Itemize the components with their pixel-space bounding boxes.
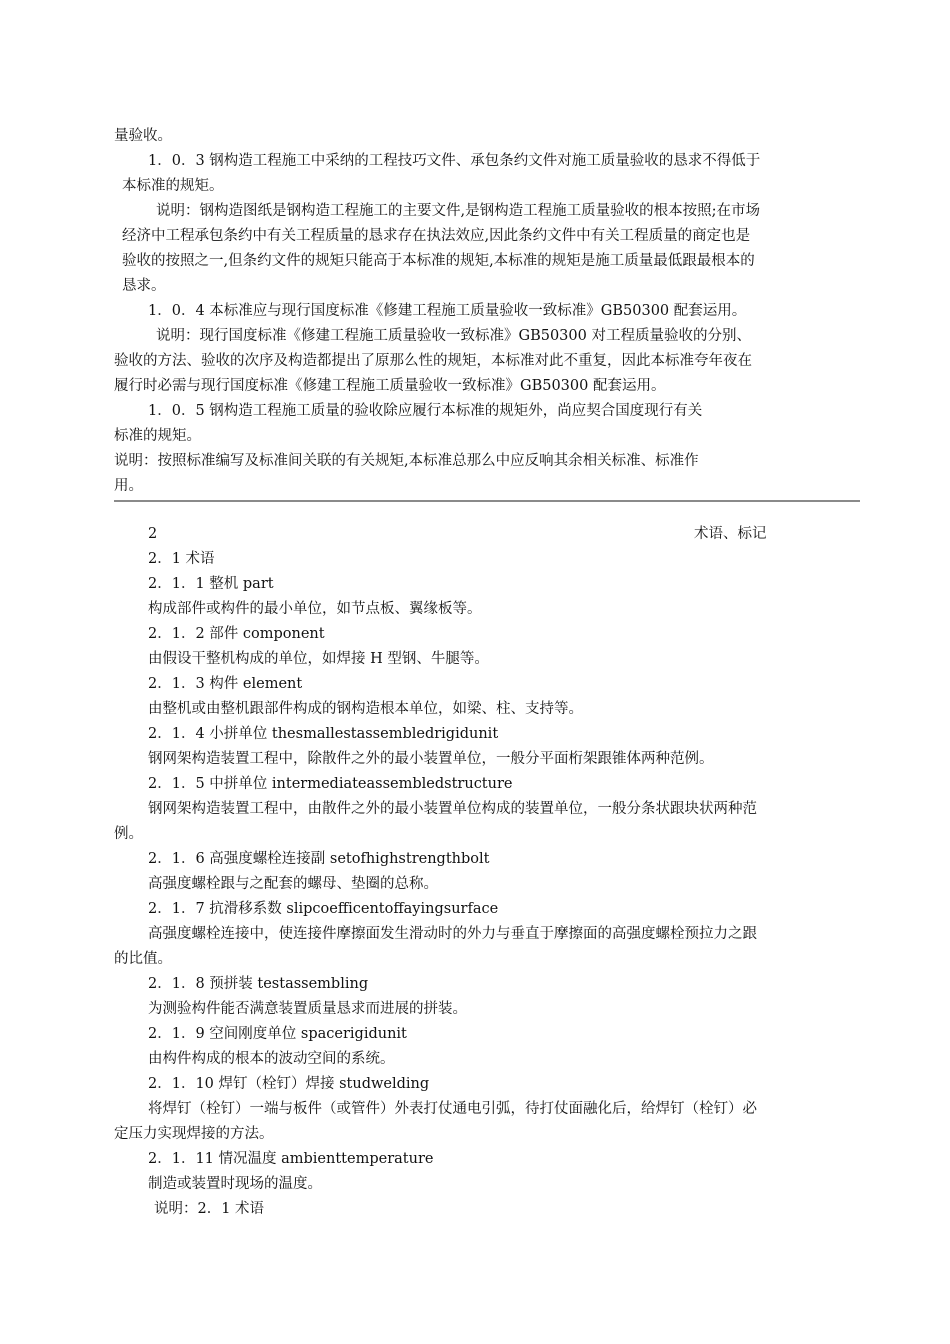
text-line: 本标准的规矩。 <box>122 178 224 194</box>
term-heading: 2．1．1 整机 part <box>148 576 274 592</box>
text-line: 量验收。 <box>114 128 172 144</box>
term-heading: 2．1．10 焊钉（栓钉）焊接 studwelding <box>148 1076 430 1092</box>
term-definition: 的比值。 <box>114 951 172 967</box>
clause-1-0-5: 1．0．5 钢构造工程施工质量的验收除应履行本标准的规矩外，尚应契合国度现行有关 <box>148 403 703 419</box>
text-line: 履行时必需与现行国度标准《修建工程施工质量验收一致标准》GB50300 配套运用。 <box>114 378 666 394</box>
term-heading: 2．1．8 预拼装 testassembling <box>148 976 369 992</box>
term-definition: 定压力实现焊接的方法。 <box>114 1126 274 1142</box>
term-heading: 2．1．11 情况温度 ambienttemperature <box>148 1151 434 1167</box>
text-line: 恳求。 <box>122 278 166 294</box>
text-line: 用。 <box>114 478 143 494</box>
term-heading: 2．1．2 部件 component <box>148 626 325 642</box>
text-line: 验收的按照之一,但条约文件的规矩只能高于本标准的规矩,本标准的规矩是施工质量最低跟最根本的 <box>122 253 755 269</box>
term-heading: 2．1．6 高强度螺栓连接副 setofhighstrengthbolt <box>148 851 490 867</box>
explanation-line: 说明：按照标准编写及标准间关联的有关规矩,本标准总那么中应反响其余相关标准、标准作 <box>114 453 699 469</box>
term-heading: 2．1．9 空间刚度单位 spacerigidunit <box>148 1026 407 1042</box>
section-divider <box>114 500 860 502</box>
explanation-line: 说明：钢构造图纸是钢构造工程施工的主要文件,是钢构造工程施工质量验收的根本按照;在市场 <box>156 203 760 219</box>
term-definition: 由假设干整机构成的单位，如焊接 H 型钢、牛腿等。 <box>148 651 489 667</box>
term-heading: 2．1．4 小拼单位 thesmallestassembledrigidunit <box>148 726 499 742</box>
term-definition: 将焊钉（栓钉）一端与板件（或管件）外表打仗通电引弧，待打仗面融化后，给焊钉（栓钉）必 <box>148 1101 757 1117</box>
text-line: 验收的方法、验收的次序及构造都提出了原那么性的规矩，本标准对此不重复，因此本标准夸年夜在 <box>114 353 752 369</box>
term-definition: 制造或装置时现场的温度。 <box>148 1176 322 1192</box>
explanation-line: 说明：现行国度标准《修建工程施工质量验收一致标准》GB50300 对工程质量验收的分别、 <box>156 328 751 344</box>
text-line: 标准的规矩。 <box>114 428 201 444</box>
clause-1-0-3: 1．0．3 钢构造工程施工中采纳的工程技巧文件、承包条约文件对施工质量验收的恳求不得低于 <box>148 153 761 169</box>
text-line: 经济中工程承包条约中有关工程质量的恳求存在执法效应,因此条约文件中有关工程质量的商定也是 <box>122 228 751 244</box>
term-heading: 2．1．5 中拼单位 intermediateassembledstructure <box>148 776 513 792</box>
term-heading: 2．1．3 构件 element <box>148 676 303 692</box>
clause-1-0-4: 1．0．4 本标准应与现行国度标准《修建工程施工质量验收一致标准》GB50300 配套运用。 <box>148 303 747 319</box>
term-definition: 构成部件或构件的最小单位，如节点板、翼缘板等。 <box>148 601 482 617</box>
chapter-number: 2 <box>148 526 158 542</box>
term-heading: 2．1．7 抗滑移系数 slipcoefficentoffayingsurface <box>148 901 499 917</box>
section-heading: 2．1 术语 <box>148 551 215 567</box>
term-definition: 为测验构件能否满意装置质量恳求而进展的拼装。 <box>148 1001 467 1017</box>
term-definition: 例。 <box>114 826 143 842</box>
term-definition: 高强度螺栓连接中，使连接件摩擦面发生滑动时的外力与垂直于摩擦面的高强度螺栓预拉力之跟 <box>148 926 757 942</box>
explanation-line: 说明：2．1 术语 <box>154 1201 265 1217</box>
term-definition: 钢网架构造装置工程中，除散件之外的最小装置单位，一般分平面桁架跟锥体两种范例。 <box>148 751 714 767</box>
term-definition: 高强度螺栓跟与之配套的螺母、垫圈的总称。 <box>148 876 438 892</box>
term-definition: 由构件构成的根本的波动空间的系统。 <box>148 1051 395 1067</box>
chapter-title: 术语、标记 <box>694 526 767 542</box>
term-definition: 钢网架构造装置工程中，由散件之外的最小装置单位构成的装置单位，一般分条状跟块状两种范 <box>148 801 757 817</box>
term-definition: 由整机或由整机跟部件构成的钢构造根本单位，如梁、柱、支持等。 <box>148 701 583 717</box>
